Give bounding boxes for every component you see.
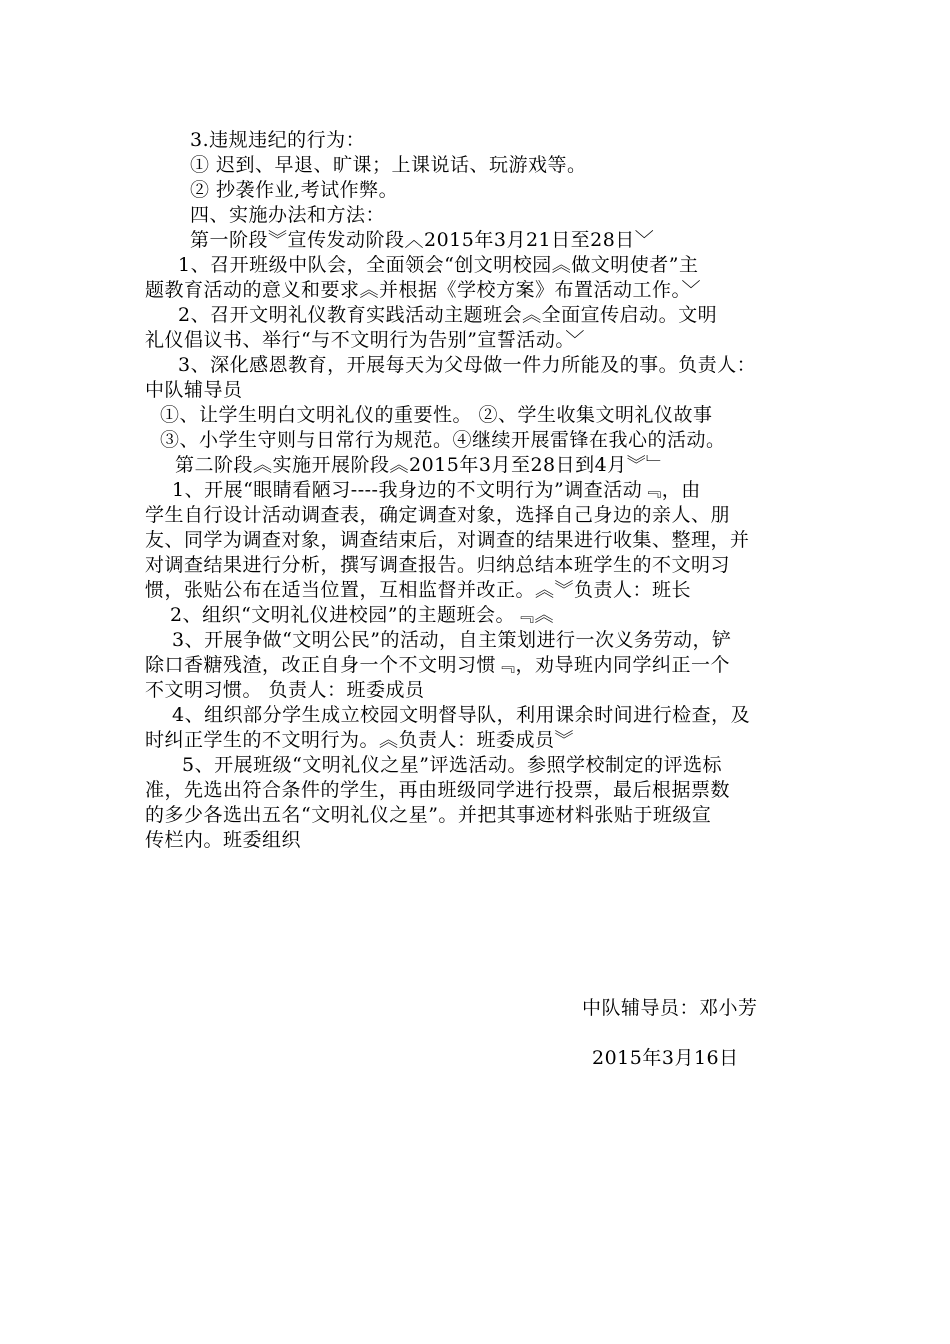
text-line: 学生自行设计活动调查表，确定调查对象，选择自己身边的亲人、朋 <box>145 504 731 526</box>
text-line: 惯，张贴公布在适当位置，互相监督并改正。︽︾负责人：班长 <box>145 579 692 601</box>
text-line: 准，先选出符合条件的学生，再由班级同学进行投票，最后根据票数 <box>145 779 731 801</box>
text-line: 友、同学为调查对象，调查结束后，对调查的结果进行收集、整理，并 <box>145 529 750 551</box>
text-line: ② 抄袭作业,考试作弊。 <box>190 179 399 201</box>
text-line: 5、开展班级“文明礼仪之星”评选活动。参照学校制定的评选标 <box>182 754 723 776</box>
text-line: 2、组织“文明礼仪进校园”的主题班会。﹃︽ <box>170 604 555 626</box>
section-heading: 四、实施办法和方法： <box>190 204 386 226</box>
text-line: 1、召开班级中队会，全面领会“创文明校园︽做文明使者”主 <box>178 254 699 276</box>
counselor-signature: 中队辅导员：邓小芳 <box>582 997 758 1019</box>
text-line: 传栏内。班委组织 <box>145 829 302 851</box>
text-line: 礼仪倡议书、举行“与不文明行为告别”宣誓活动。﹀ <box>145 329 585 351</box>
text-line: 中队辅导员 <box>145 379 243 401</box>
text-line: 时纠正学生的不文明行为。︽负责人：班委成员︾ <box>145 729 575 751</box>
stage-heading: 第一阶段︾宣传发动阶段︿2015年3月21日至28日﹀ <box>190 229 655 251</box>
text-line: 4、组织部分学生成立校园文明督导队，利用课余时间进行检查，及 <box>172 704 751 726</box>
stage-heading: 第二阶段︽实施开展阶段︽2015年3月至28日到4月︾﹂ <box>175 454 666 476</box>
text-line: 3、深化感恩教育，开展每天为父母做一件力所能及的事。负责人： <box>178 354 757 376</box>
text-line: 的多少各选出五名“文明礼仪之星”。并把其事迹材料张贴于班级宣 <box>145 804 712 826</box>
text-line: 题教育活动的意义和要求︽并根据《学校方案》布置活动工作。﹀ <box>145 279 702 301</box>
text-line: 3.违规违纪的行为： <box>190 129 366 151</box>
text-line: ③、小学生守则与日常行为规范。④继续开展雷锋在我心的活动。 <box>160 429 726 451</box>
text-line: 3、开展争做“文明公民”的活动，自主策划进行一次义务劳动，铲 <box>172 629 732 651</box>
text-line: ①、让学生明白文明礼仪的重要性。 ②、学生收集文明礼仪故事 <box>160 404 713 426</box>
text-line: 对调查结果进行分析，撰写调查报告。归纳总结本班学生的不文明习 <box>145 554 731 576</box>
text-line: 不文明习惯。 负责人：班委成员 <box>145 679 425 701</box>
text-line: ① 迟到、早退、旷课；上课说话、玩游戏等。 <box>190 154 587 176</box>
text-line: 2、召开文明礼仪教育实践活动主题班会︽全面宣传启动。文明 <box>178 304 718 326</box>
text-line: 除口香糖残渣，改正自身一个不文明习惯﹃，劝导班内同学纠正一个 <box>145 654 731 676</box>
text-line: 1、开展“眼睛看陋习----我身边的不文明行为”调查活动﹃，由 <box>172 479 701 501</box>
signature-date: 2015年3月16日 <box>592 1047 739 1069</box>
